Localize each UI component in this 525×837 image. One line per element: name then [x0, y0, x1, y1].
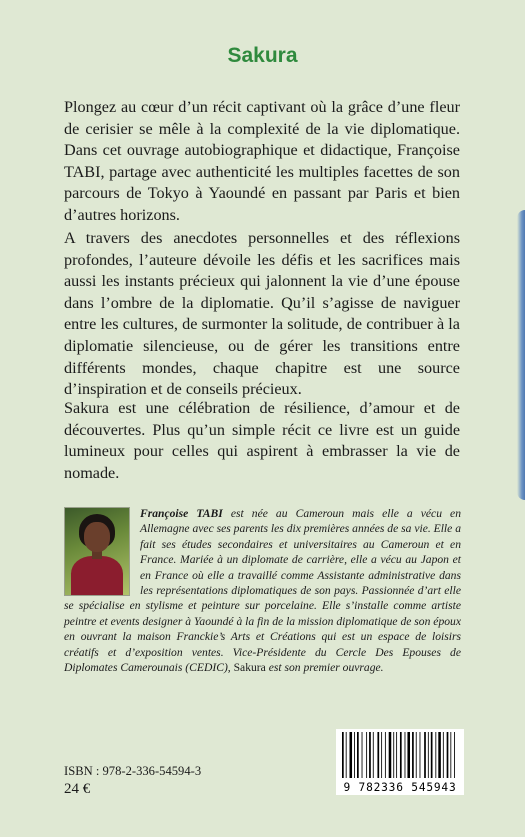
author-bio-end: est son premier ouvrage. [265, 661, 384, 675]
blurb-paragraph-1: Plongez au cœur d’un récit captivant où la grâce d’une fleur de cerisier se mêle à la complexité de la vie diplomatique. Dans cet ouvrage autobiographique et didactique, Françoise TABI, partage avec authenticité les multiples facettes de son parcours de Tokyo à Yaoundé en passant par Paris et bien d’autres horizons. [64, 98, 460, 224]
barcode-number: 9 782336 545943 [343, 781, 457, 794]
barcode-bars [340, 732, 460, 780]
author-photo [64, 507, 130, 596]
blurb-paragraph-3: Sakura est une célébration de résilience, d’amour et de découvertes. Plus qu’un simple récit ce livre est un guide lumineux pour celles qui aspirent à embrasser la vie de nomade. [64, 399, 460, 482]
side-tab-decoration [517, 210, 525, 500]
price: 24 € [64, 781, 91, 797]
blurb-paragraph-2: A travers des anecdotes personnelles et des réflexions profondes, l’auteure dévoile les défis et les sacrifices mais aussi les instants précieux qui jalonnent la vie d’une épouse dans l’ombre de la diplomatie. Qu’il s’agisse de naviguer entre les cultures, de surmonter la solitude, de contribuer à la diplomatie silencieuse, ou de gérer les transitions entre différents mondes, chaque chapitre est une source d’inspiration et de conseils précieux. [64, 229, 460, 399]
author-bio-book-title: Sakura [233, 661, 266, 675]
book-title: Sakura [227, 44, 298, 67]
author-bio-text: est née au Cameroun mais elle a vécu en Allemagne avec ses parents les dix premières années de sa vie. Elle a fait ses études secondaires et universitaires au Cameroun et en France. Mariée à un diplomate de carrière, elle a vécu au Japon et en France où elle a travaillé comme Assistante administrative dans les représentations diplomatiques de son pays. Passionnée d’art elle se spécialise en stylisme et peinture sur porcelaine. Elle s’installe comme artiste peintre et events designer à Yaoundé à la fin de la mission diplomatique de son époux en ouvrant la maison Franckie’s Arts et Créations qui est un espace de loisirs créatifs et d’exposition ventes. Vice-Présidente du Cercle Des Epouses de Diplomates Camerounais (CEDIC), [64, 507, 461, 675]
barcode [336, 729, 464, 795]
author-bio [64, 506, 461, 675]
isbn: ISBN : 978-2-336-54594-3 [64, 764, 202, 778]
author-name: Françoise TABI [140, 507, 223, 520]
